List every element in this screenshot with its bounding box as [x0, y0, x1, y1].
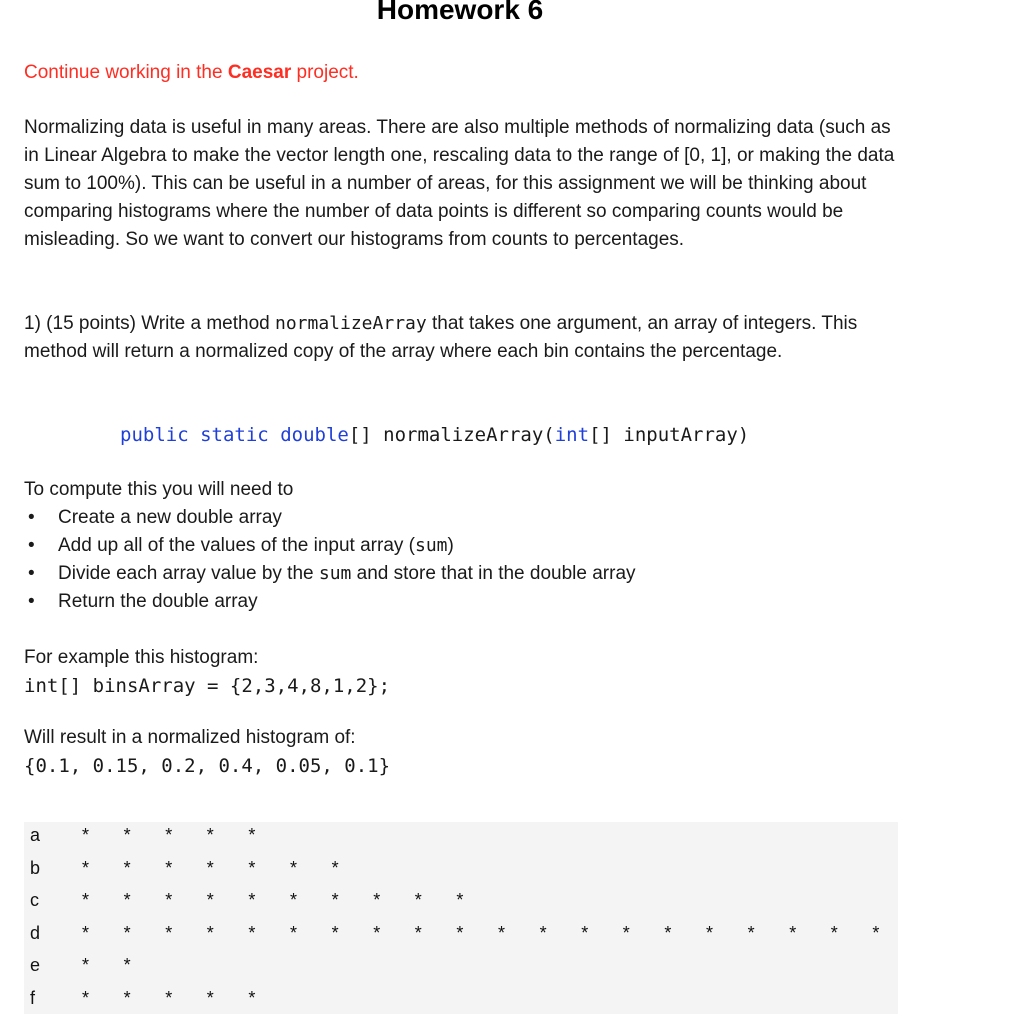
histogram-star: * [290, 922, 298, 943]
histogram-row-c [24, 889, 898, 921]
histogram-star: * [872, 922, 880, 943]
histogram-star: * [82, 890, 90, 910]
question-1-method: normalizeArray [274, 313, 427, 334]
histogram-star: * [82, 922, 90, 943]
histogram-star: * [248, 890, 256, 910]
histogram-row-b [24, 857, 898, 889]
histogram-star: * [123, 857, 131, 878]
histogram-star: * [789, 922, 797, 943]
histogram-label-d: d [30, 922, 41, 943]
histogram-row-a [24, 824, 898, 856]
project-instruction-prefix: Continue working in the [24, 62, 228, 83]
histogram-star: * [456, 890, 464, 910]
histogram-star: * [331, 857, 339, 878]
result-code: {0.1, 0.15, 0.2, 0.4, 0.05, 0.1} [24, 755, 391, 777]
list-item-text: Return the double array [58, 591, 258, 612]
histogram-star: * [290, 857, 298, 878]
histogram-star: * [248, 857, 256, 878]
histogram-star: * [206, 922, 214, 943]
histogram-star: * [248, 987, 256, 1008]
intro-paragraph: Normalizing data is useful in many areas. There are also multiple methods of normalizing data (such as in Linear Algebra to make the vector length one, rescaling data to the range of [0, 1], or making the data sum to 100%). This can be useful in a number of areas, for this assignment we will be thinking about comparing histograms where the number of data points is different so comparing counts would be misleading. So we want to convert our histograms from counts to percentages. [24, 117, 895, 250]
list-item [24, 532, 636, 560]
example-code: int[] binsArray = {2,3,4,8,1,2}; [24, 675, 391, 697]
compute-label: To compute this you will need to [24, 479, 294, 500]
histogram-star: * [82, 857, 90, 878]
histogram-star: * [123, 955, 131, 975]
histogram-star: * [664, 922, 672, 943]
histogram-star: * [622, 922, 630, 943]
signature-param: [] inputArray) [589, 424, 750, 446]
histogram-star: * [581, 922, 589, 943]
bullet-icon: • [28, 507, 35, 528]
histogram-star: * [414, 922, 422, 943]
list-item [24, 504, 636, 532]
histogram-star: * [290, 890, 298, 910]
histogram-star: * [123, 825, 131, 845]
histogram-label-e: e [30, 955, 41, 975]
list-item-after: ) [447, 535, 454, 556]
project-instruction [24, 60, 359, 86]
histogram-star: * [165, 987, 173, 1008]
method-signature [120, 421, 749, 449]
list-item-code: sum [318, 563, 352, 584]
histogram-star: * [706, 922, 714, 943]
histogram-label-f: f [30, 987, 36, 1008]
histogram-star: * [123, 922, 131, 943]
signature-public: public [120, 424, 189, 446]
histogram-star: * [456, 922, 464, 943]
histogram-star: * [123, 890, 131, 910]
bullet-icon: • [28, 563, 35, 584]
histogram-label-c: c [30, 890, 39, 910]
histogram-star: * [165, 922, 173, 943]
histogram-row-e [24, 954, 898, 986]
histogram-star: * [165, 857, 173, 878]
histogram-label-b: b [30, 857, 41, 878]
histogram-star: * [206, 857, 214, 878]
list-item-after: and store that in the double array [351, 563, 636, 584]
list-item [24, 560, 636, 588]
list-item-text: Divide each array value by the [58, 563, 319, 584]
histogram-star: * [539, 922, 547, 943]
histogram-star: * [747, 922, 755, 943]
histogram-star: * [82, 825, 90, 845]
histogram-star: * [830, 922, 838, 943]
question-1 [24, 310, 904, 366]
histogram-star: * [165, 890, 173, 910]
histogram-star: * [498, 922, 506, 943]
project-name: Caesar [227, 62, 292, 83]
steps-list [24, 504, 636, 616]
histogram-star: * [123, 987, 131, 1008]
list-item-text: Add up all of the values of the input array ( [58, 535, 415, 556]
list-item-code: sum [415, 535, 448, 556]
signature-int: int [554, 424, 590, 446]
histogram-row-d [24, 922, 898, 954]
question-1-suffix: that takes one argument, an array of integers. This method will return a normalized copy of the array where each bin contains the percentage. [24, 313, 858, 362]
histogram-star: * [248, 922, 256, 943]
example-label: For example this histogram: [24, 647, 259, 668]
histogram-star: * [206, 825, 214, 845]
histogram-row-f [24, 987, 898, 1019]
signature-static: static [200, 424, 269, 446]
list-item [24, 588, 636, 616]
bullet-icon: • [28, 535, 35, 556]
text-histogram [24, 822, 898, 1014]
histogram-star: * [414, 890, 422, 910]
histogram-star: * [373, 890, 381, 910]
histogram-star: * [248, 825, 256, 845]
histogram-label-a: a [30, 825, 41, 845]
histogram-star: * [206, 890, 214, 910]
signature-name: [] normalizeArray( [348, 424, 555, 446]
page-title: Homework 6 [376, 0, 544, 25]
bullet-icon: • [28, 591, 35, 612]
histogram-star: * [373, 922, 381, 943]
list-item-text: Create a new double array [58, 507, 282, 528]
project-instruction-suffix: project. [291, 62, 359, 83]
result-label: Will result in a normalized histogram of: [24, 727, 356, 748]
histogram-star: * [331, 922, 339, 943]
question-1-prefix: 1) (15 points) Write a method [24, 313, 275, 334]
signature-double: double [280, 424, 349, 446]
histogram-star: * [165, 825, 173, 845]
histogram-star: * [82, 987, 90, 1008]
histogram-star: * [331, 890, 339, 910]
histogram-star: * [206, 987, 214, 1008]
histogram-star: * [82, 955, 90, 975]
